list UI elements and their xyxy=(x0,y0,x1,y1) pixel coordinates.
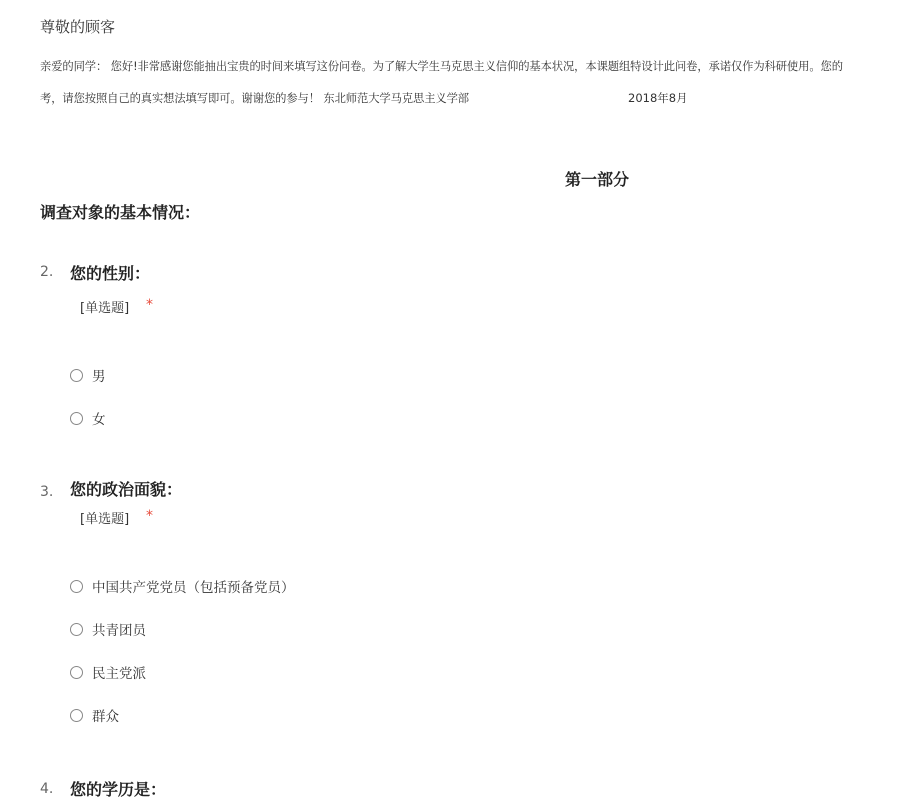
radio-option-party-member[interactable] xyxy=(70,576,295,596)
radio-button[interactable] xyxy=(70,623,83,636)
intro-text-line-2: 考，请您按照自己的真实想法填写即可。谢谢您的参与！ 东北师范大学马克思主义学部 xyxy=(40,92,469,105)
radio-button[interactable] xyxy=(70,580,83,593)
greeting-heading: 尊敬的顾客 xyxy=(40,18,116,36)
option-label: 民主党派 xyxy=(92,666,146,682)
question-number: 4. xyxy=(40,781,54,797)
section-subtitle: 调查对象的基本情况： xyxy=(40,203,201,222)
question-title: 您的政治面貌： xyxy=(70,480,183,499)
question-number: 3. xyxy=(40,484,54,500)
question-type-label: [单选题] xyxy=(80,301,130,316)
option-label: 男 xyxy=(92,369,106,385)
question-title: 您的学历是： xyxy=(70,780,167,799)
option-label: 中国共产党党员（包括预备党员） xyxy=(92,580,295,596)
required-mark: * xyxy=(146,508,153,524)
question-title: 您的性别： xyxy=(70,264,151,283)
option-label: 群众 xyxy=(92,709,119,725)
option-label: 女 xyxy=(92,412,106,428)
intro-date: 2018年8月 xyxy=(628,91,688,105)
radio-button[interactable] xyxy=(70,709,83,722)
radio-option-male[interactable] xyxy=(70,365,106,385)
radio-button[interactable] xyxy=(70,412,83,425)
radio-option-female[interactable] xyxy=(70,408,106,428)
required-mark: * xyxy=(146,297,153,313)
question-type-label: [单选题] xyxy=(80,512,130,527)
radio-option-democratic-party[interactable] xyxy=(70,662,146,682)
radio-option-masses[interactable] xyxy=(70,705,119,725)
radio-button[interactable] xyxy=(70,369,83,382)
question-number: 2. xyxy=(40,264,54,280)
intro-text-line-1: 亲爱的同学： 您好!非常感谢您能抽出宝贵的时间来填写这份问卷。为了解大学生马克思主义信仰的基本状况，本课题组特设计此问卷，承诺仅作为科研使用。您的 xyxy=(40,60,843,73)
radio-option-league-member[interactable] xyxy=(70,619,146,639)
section-title: 第一部分 xyxy=(565,170,630,189)
option-label: 共青团员 xyxy=(92,623,146,639)
radio-button[interactable] xyxy=(70,666,83,679)
